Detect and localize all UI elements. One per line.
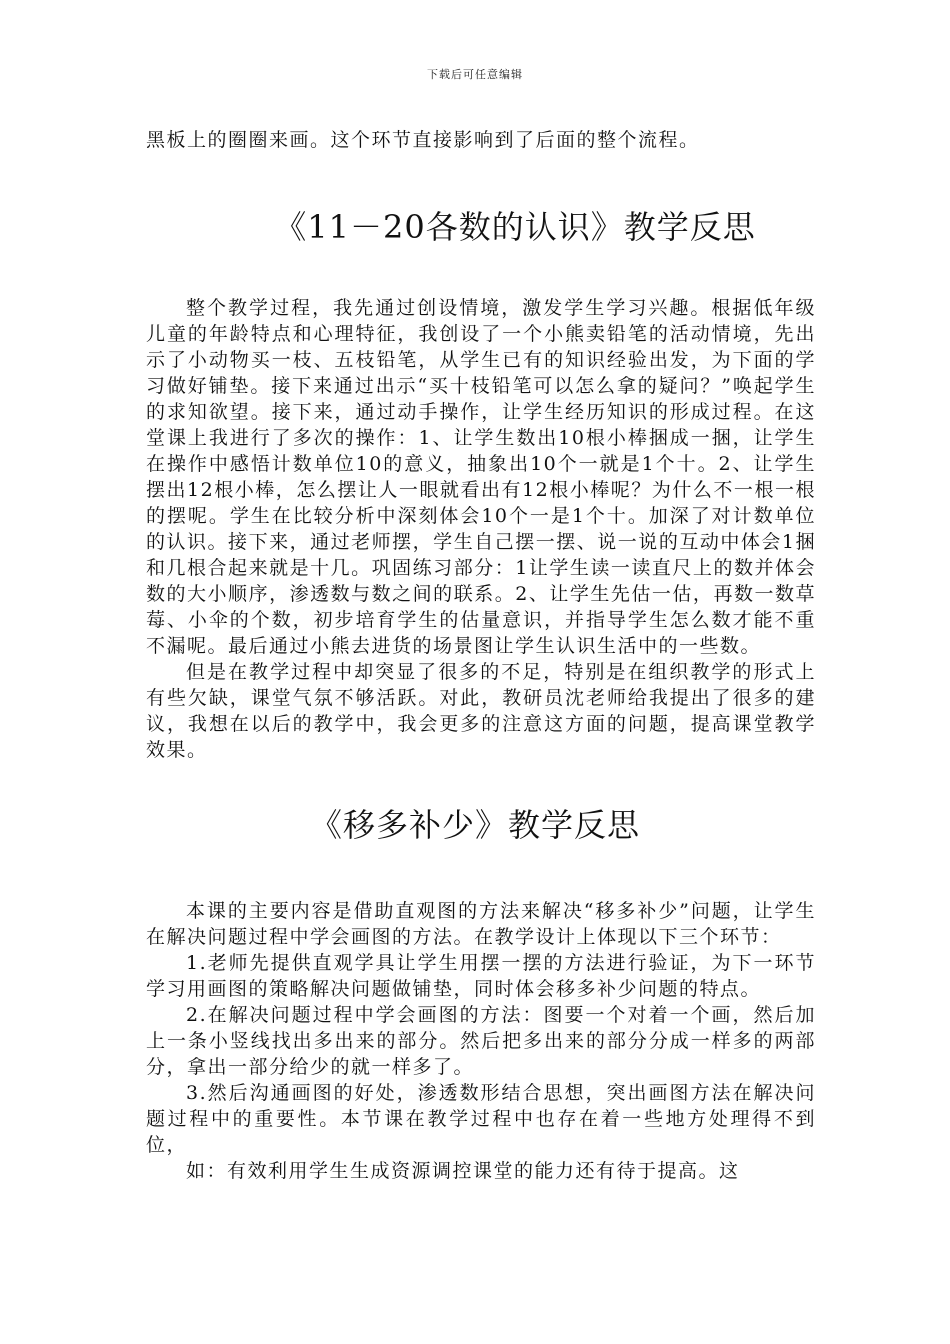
paragraph: 1.老师先提供直观学具让学生用摆一摆的方法进行验证，为下一环节学习用画图的策略解决问题做铺垫，同时体会移多补少问题的特点。 [146,952,816,1000]
paragraph: 但是在教学过程中却突显了很多的不足，特别是在组织教学的形式上有些欠缺，课堂气氛不够活跃。对此，教研员沈老师给我提出了很多的建议，我想在以后的教学中，我会更多的注意这方面的问题，提高课堂教学效果。 [146,661,816,761]
section-body-move-more-fill-less [146,898,816,1184]
lead-paragraph: 黑板上的圈圈来画。这个环节直接影响到了后面的整个流程。 [146,129,700,151]
header-note: 下载后可任意编辑 [427,68,523,81]
paragraph: 3.然后沟通画图的好处，渗透数形结合思想，突出画图方法在解决问题过程中的重要性。本节课在教学过程中也存在着一些地方处理得不到位， [146,1082,816,1156]
section-body-11-20 [146,295,816,763]
paragraph: 如：有效利用学生生成资源调控课堂的能力还有待于提高。这 [186,1160,740,1182]
paragraph: 本课的主要内容是借助直观图的方法来解决“移多补少”问题，让学生在解决问题过程中学会画图的方法。在教学设计上体现以下三个环节： [146,900,816,948]
paragraph: 整个教学过程，我先通过创设情境，激发学生学习兴趣。根据低年级儿童的年龄特点和心理特征，我创设了一个小熊卖铅笔的活动情境，先出示了小动物买一枝、五枝铅笔，从学生已有的知识经验出发，为下面的学习做好铺垫。接下来通过出示“买十枝铅笔可以怎么拿的疑问？”唤起学生的求知欲望。接下来，通过动手操作，让学生经历知识的形成过程。在这堂课上我进行了多次的操作：1、让学生数出10根小棒捆成一捆，让学生在操作中感悟计数单位10的意义，抽象出10个一就是1个十。2、让学生摆出12根小棒，怎么摆让人一眼就看出有12根小棒呢？为什么不一根一根的摆呢。学生在比较分析中深刻体会10个一是1个十。加深了对计数单位的认识。接下来，通过老师摆，学生自己摆一摆、说一说的互动中体会1捆和几根合起来就是十几。巩固练习部分：1让学生读一读直尺上的数并体会数的大小顺序，渗透数与数之间的联系。2、让学生先估一估，再数一数草莓、小伞的个数，初步培育学生的估量意识，并指导学生怎么数才能不重不漏呢。最后通过小熊去进货的场景图让学生认识生活中的一些数。 [146,297,816,657]
section-title-11-20: 《11－20各数的认识》教学反思 [274,208,756,246]
paragraph: 2.在解决问题过程中学会画图的方法：图要一个对着一个画，然后加上一条小竖线找出多出来的部分。然后把多出来的部分分成一样多的两部分，拿出一部分给少的就一样多了。 [146,1004,816,1078]
section-title-move-more-fill-less: 《移多补少》教学反思 [309,806,640,844]
